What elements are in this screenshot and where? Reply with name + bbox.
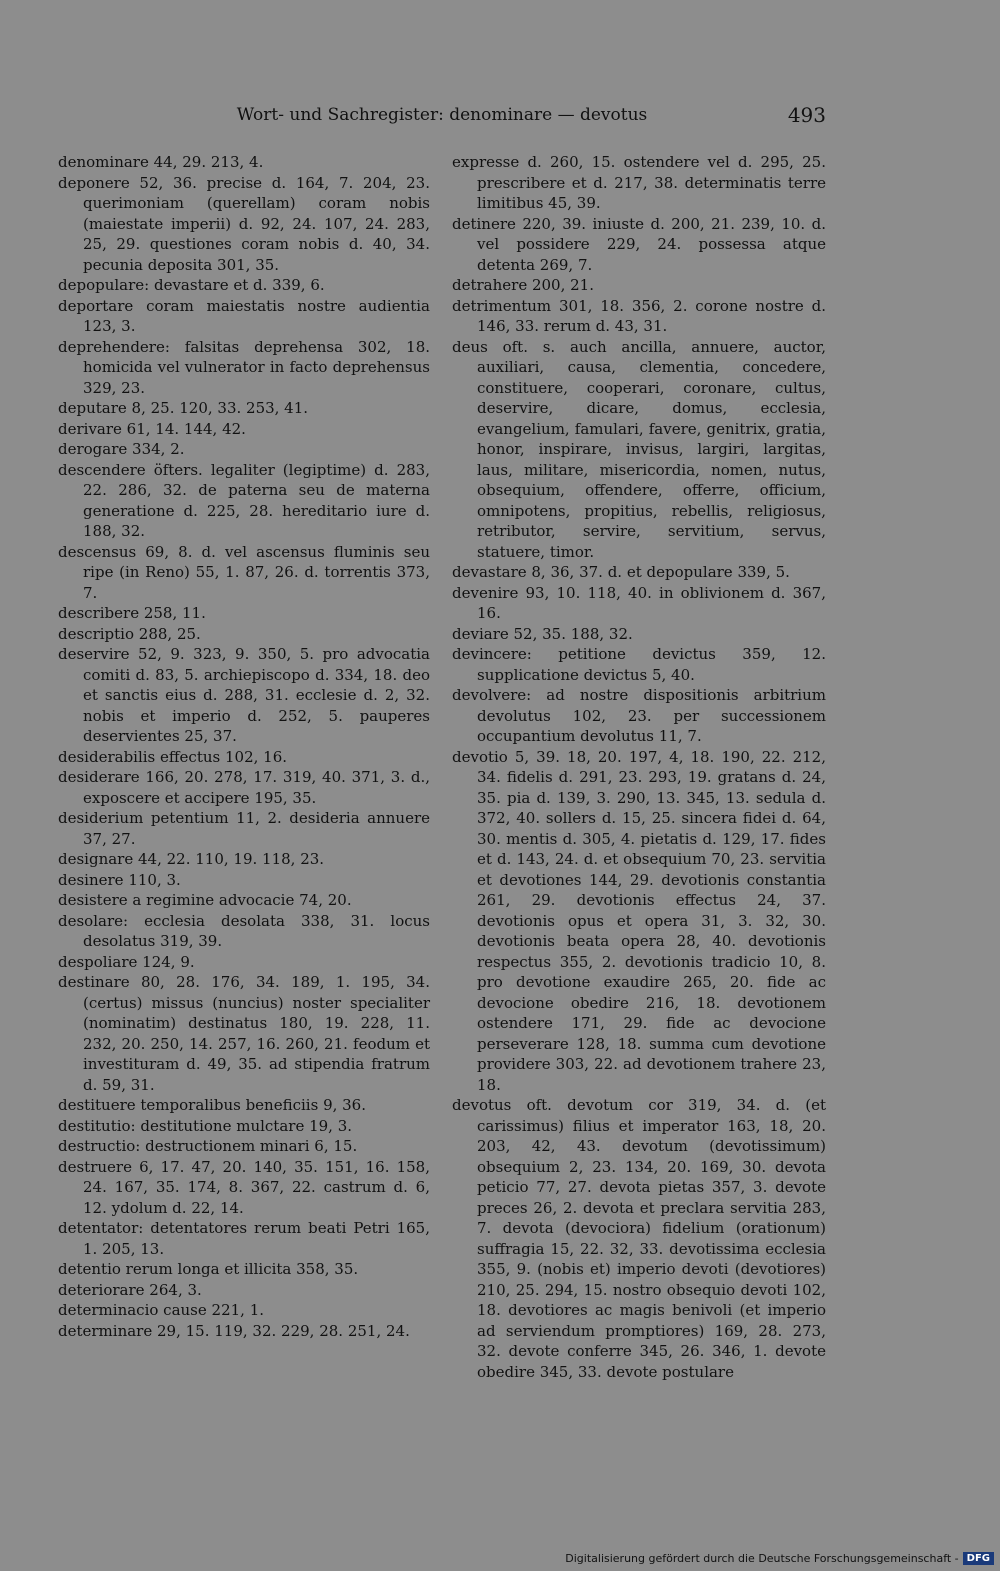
index-entry: devenire 93, 10. 118, 40. in oblivionem d. 367, 16. — [452, 583, 826, 622]
index-entry: devastare 8, 36, 37. d. et depopulare 339, 5. — [452, 563, 790, 581]
index-entry: deprehendere: falsitas deprehensa 302, 18. homicida vel vulnerator in facto deprehensus 329, 23. — [58, 337, 430, 397]
index-entry: devotio 5, 39. 18, 20. 197, 4, 18. 190, 22. 212, 34. fidelis d. 291, 23. 293, 19. gratans d. 24, 35. pia d. 139, 3. 290, 13. 345, 13. sedula d. 372, 40. sollers d. 15, 25. sincera fidei d. 64, 30. mentis d. 305, 4. pietatis d. 129, 17. fides et d. 143, 24. d. et obsequium 70, 23. servitia et devotiones 144, 29. devotionis constantia 261, 29. devotionis effectus 24, 37. devotionis opus et opera 31, 3. 32, 30. devotionis beata opera 28, 40. devotionis respectus 355, 2. devotionis tradicio 10, 8. pro devotione exaudire 265, 20. fide ac devocione obedire 216, 18. devotionem ostendere 171, 29. fide ac devocione perseverare 128, 18. summa cum devotione providere 303, 22. ad devotionem trahere 23, 18. — [452, 747, 826, 1094]
footer-text: Digitalisierung gefördert durch die Deutsche Forschungsgemeinschaft - — [565, 1552, 959, 1565]
index-entry: devotus oft. devotum cor 319, 34. d. (et carissimus) filius et imperator 163, 18, 20. 203, 42, 43. devotum (devotissimum) obsequium 2, 23. 134, 20. 169, 30. devota peticio 77, 27. devota pietas 357, 3. devote preces 26, 2. devota et preclara servitia 283, 7. devota (devociora) fidelium (orationum) suffragia 15, 22. 32, 33. devotissima ecclesia 355, 9. (nobis et) imperio devoti (devotiores) 210, 25. 294, 15. nostro obsequio devoti 102, 18. devotiores ac magis benivoli (et imperio ad serviendum promptiores) 169, 28. 273, 32. devote conferre 345, 26. 346, 1. devote obedire 345, 33. devote postulare — [452, 1096, 826, 1381]
footer-credit — [565, 1552, 994, 1565]
index-entry: destruere 6, 17. 47, 20. 140, 35. 151, 16. 158, 24. 167, 35. 174, 8. 367, 22. castrum d. 6, 12. ydolum d. 22, 14. — [58, 1157, 430, 1217]
index-entry: deputare 8, 25. 120, 33. 253, 41. — [58, 399, 309, 417]
index-entry: desinere 110, 3. — [58, 870, 181, 889]
index-entry: derogare 334, 2. — [58, 440, 185, 458]
index-entry: devolvere: ad nostre dispositionis arbitrium devolutus 102, 23. per successionem occupantium devolutus 11, 7. — [452, 686, 826, 745]
index-entry: descendere öfters. legaliter (legiptime) d. 283, 22. 286, 32. de paterna seu de materna generatione d. 225, 28. hereditario iure d. 188, 32. — [58, 460, 430, 540]
index-entry: deviare 52, 35. 188, 32. — [452, 624, 633, 643]
index-entry: detrimentum 301, 18. 356, 2. corone nostre d. 146, 33. rerum d. 43, 31. — [452, 296, 826, 335]
index-entry: deteriorare 264, 3. — [58, 1280, 202, 1299]
index-entry: destituere temporalibus beneficiis 9, 36. — [58, 1096, 366, 1114]
index-entry: deportare coram maiestatis nostre audientia 123, 3. — [58, 296, 430, 335]
index-entry: devincere: petitione devictus 359, 12. supplicatione devictus 5, 40. — [452, 645, 826, 684]
index-entry: denominare 44, 29. 213, 4. — [58, 153, 264, 171]
right-column — [452, 152, 826, 1382]
index-entry: desiderare 166, 20. 278, 17. 319, 40. 371, 3. d., exposcere et accipere 195, 35. — [58, 768, 430, 807]
page-header — [58, 103, 826, 129]
index-entry: describere 258, 11. — [58, 604, 206, 622]
index-entry: detentio rerum longa et illicita 358, 35. — [58, 1260, 359, 1278]
index-entry: depopulare: devastare et d. 339, 6. — [58, 276, 325, 294]
left-column — [58, 152, 430, 1341]
index-entry: deponere 52, 36. precise d. 164, 7. 204, 23. querimoniam (querellam) coram nobis (maiestate imperii) d. 92, 24. 107, 24. 283, 25, 29. questiones coram nobis d. 40, 34. pecunia deposita 301, 35. — [58, 173, 430, 274]
index-entry: designare 44, 22. 110, 19. 118, 23. — [58, 850, 325, 868]
index-entry: descensus 69, 8. d. vel ascensus fluminis seu ripe (in Reno) 55, 1. 87, 26. d. torrentis 373, 7. — [58, 542, 430, 602]
page-number: 493 — [787, 103, 826, 127]
index-entry: desolare: ecclesia desolata 338, 31. locus desolatus 319, 39. — [58, 911, 430, 950]
index-entry: deus oft. s. auch ancilla, annuere, auctor, auxiliari, causa, clementia, concedere, constituere, cooperari, coronare, cultus, deservire, dicare, domus, ecclesia, evangelium, famulari, favere, genitrix, gratia, honor, inspirare, invisus, largiri, largitas, laus, militare, misericordia, nomen, nutus, obsequium, offendere, offerre, officium, omnipotens, propitius, rebellis, religiosus, retributor, servire, servitium, servus, statuere, timor. — [452, 337, 826, 561]
index-entry: despoliare 124, 9. — [58, 952, 195, 971]
index-entry: desistere a regimine advocacie 74, 20. — [58, 891, 352, 909]
dfg-logo: DFG — [963, 1552, 994, 1565]
index-entry: derivare 61, 14. 144, 42. — [58, 419, 246, 438]
index-entry: destitutio: destitutione mulctare 19, 3. — [58, 1116, 353, 1135]
index-entry: desiderabilis effectus 102, 16. — [58, 747, 288, 766]
index-entry: detentator: detentatores rerum beati Petri 165, 1. 205, 13. — [58, 1219, 430, 1258]
index-entry: detinere 220, 39. iniuste d. 200, 21. 239, 10. d. vel possidere 229, 24. possessa atque detenta 269, 7. — [452, 214, 826, 274]
index-entry: destinare 80, 28. 176, 34. 189, 1. 195, 34. (certus) missus (nuncius) noster specialiter (nominatim) destinatus 180, 19. 228, 11. 232, 20. 250, 14. 257, 16. 260, 21. feodum et investituram d. 49, 35. ad stipendia fratrum d. 59, 31. — [58, 973, 430, 1094]
index-entry: deservire 52, 9. 323, 9. 350, 5. pro advocatia comiti d. 83, 5. archiepiscopo d. 334, 18. deo et sanctis eius d. 288, 31. ecclesie d. 2, 32. nobis et imperio d. 252, 5. pauperes deservientes 25, 37. — [58, 645, 430, 745]
index-entry: determinacio cause 221, 1. — [58, 1301, 265, 1319]
index-entry: determinare 29, 15. 119, 32. 229, 28. 251, 24. — [58, 1321, 410, 1340]
running-title: Wort- und Sachregister: denominare — devotus — [236, 105, 648, 125]
index-entry: expresse d. 260, 15. ostendere vel d. 295, 25. prescribere et d. 217, 38. determinatis terre limitibus 45, 39. — [452, 153, 826, 212]
index-entry: descriptio 288, 25. — [58, 624, 201, 643]
index-entry: detrahere 200, 21. — [452, 276, 594, 294]
index-entry: desiderium petentium 11, 2. desideria annuere 37, 27. — [58, 809, 430, 848]
index-entry: destructio: destructionem minari 6, 15. — [58, 1137, 358, 1155]
